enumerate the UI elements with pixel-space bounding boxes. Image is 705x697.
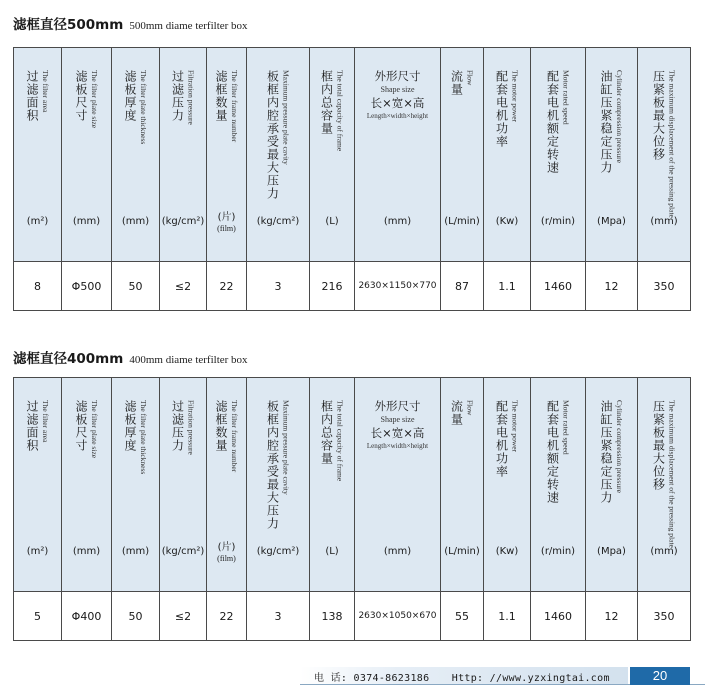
header-cell-frame-number: 滤框数量 The filter frame number (片) (film) — [207, 48, 247, 262]
value-cell: 216 — [310, 262, 355, 311]
section-title-cn: 滤框直径500mm — [13, 17, 124, 33]
value-cell: 2630×1050×670 — [355, 592, 441, 641]
value-cell: 2630×1150×770 — [355, 262, 441, 311]
value-cell: 8 — [14, 262, 62, 311]
value-cell: 55 — [441, 592, 484, 641]
spec-table-400 — [13, 377, 691, 641]
header-cell-capacity: 框内总容量 The total capacity of frame (L) — [310, 378, 355, 592]
header-cell-motor-speed: 配套电机额定转速 Motor rated speed (r/min) — [531, 378, 586, 592]
value-cell: 22 — [207, 262, 247, 311]
value-cell: 3 — [247, 592, 310, 641]
header-cell-cylinder-pressure: 油缸压紧稳定压力 Cylinder compression pressure (Mpa) — [586, 48, 638, 262]
header-row — [14, 48, 691, 262]
value-cell: ≤2 — [160, 262, 207, 311]
value-cell: 138 — [310, 592, 355, 641]
section-title-500 — [13, 13, 248, 33]
header-cell-max-pressure: 板框内腔承受最大压力 Maximum pressure plate cavity (kg/cm²) — [247, 48, 310, 262]
header-cell-capacity: 框内总容量 The total capacity of frame (L) — [310, 48, 355, 262]
header-cell-max-pressure: 板框内腔承受最大压力 Maximum pressure plate cavity (kg/cm²) — [247, 378, 310, 592]
header-cell-plate-thickness: 滤板厚度 The filter plate thickness (mm) — [112, 48, 160, 262]
header-cell-cylinder-pressure: 油缸压紧稳定压力 Cylinder compression pressure (Mpa) — [586, 378, 638, 592]
value-cell: 50 — [112, 592, 160, 641]
header-cell-motor-power: 配套电机功率 The motor power (Kw) — [484, 378, 531, 592]
value-cell: 350 — [638, 262, 691, 311]
value-cell: 1460 — [531, 262, 586, 311]
header-cell-motor-speed: 配套电机额定转速 Motor rated speed (r/min) — [531, 48, 586, 262]
header-cell-displacement: 压紧板最大位移 The maximum displacement of the pressing plate (mm) — [638, 48, 691, 262]
value-row — [14, 262, 691, 311]
value-cell: 87 — [441, 262, 484, 311]
section-title-cn: 滤框直径400mm — [13, 351, 124, 367]
header-cell-plate-size: 滤板尺寸 The filter plate size (mm) — [62, 378, 112, 592]
header-cell-displacement: 压紧板最大位移 The maximum displacement of the pressing plate (mm) — [638, 378, 691, 592]
value-cell: 350 — [638, 592, 691, 641]
value-cell: Φ400 — [62, 592, 112, 641]
section-title-en: 500mm diame terfilter box — [129, 20, 248, 32]
value-cell: 1460 — [531, 592, 586, 641]
header-row — [14, 378, 691, 592]
footer-website[interactable]: Http: //www.yzxingtai.com — [451, 673, 610, 684]
header-cell-area: 过滤面积 The filter area (m²) — [14, 378, 62, 592]
header-cell-flow: 流量 Flow (L/min) — [441, 378, 484, 592]
value-cell: 22 — [207, 592, 247, 641]
header-cell-shape-size: 外形尺寸 Shape size 长×宽×高 Length×width×height (mm) — [355, 48, 441, 262]
value-cell: 5 — [14, 592, 62, 641]
value-cell: ≤2 — [160, 592, 207, 641]
header-cell-pressure: 过滤压力 Filtration pressure (kg/cm²) — [160, 378, 207, 592]
header-cell-motor-power: 配套电机功率 The motor power (Kw) — [484, 48, 531, 262]
header-cell-frame-number: 滤框数量 The filter frame number (片) (film) — [207, 378, 247, 592]
header-cell-plate-thickness: 滤板厚度 The filter plate thickness (mm) — [112, 378, 160, 592]
value-cell: 12 — [586, 262, 638, 311]
footer-contact — [314, 669, 626, 684]
header-cell-pressure: 过滤压力 Filtration pressure (kg/cm²) — [160, 48, 207, 262]
value-cell: 12 — [586, 592, 638, 641]
value-cell: 3 — [247, 262, 310, 311]
section-title-en: 400mm diame terfilter box — [129, 354, 248, 366]
footer-phone: 电 话: 0374-8623186 — [314, 673, 430, 684]
value-cell: 1.1 — [484, 262, 531, 311]
value-cell: Φ500 — [62, 262, 112, 311]
header-cell-area: 过滤面积 The filter area (m²) — [14, 48, 62, 262]
page-footer — [300, 667, 705, 685]
page-number: 20 — [630, 667, 690, 685]
header-cell-plate-size: 滤板尺寸 The filter plate size (mm) — [62, 48, 112, 262]
section-title-400 — [13, 347, 248, 367]
value-cell: 50 — [112, 262, 160, 311]
value-cell: 1.1 — [484, 592, 531, 641]
header-cell-flow: 流量 Flow (L/min) — [441, 48, 484, 262]
header-cell-shape-size: 外形尺寸 Shape size 长×宽×高 Length×width×height (mm) — [355, 378, 441, 592]
spec-table-500 — [13, 47, 691, 311]
value-row — [14, 592, 691, 641]
